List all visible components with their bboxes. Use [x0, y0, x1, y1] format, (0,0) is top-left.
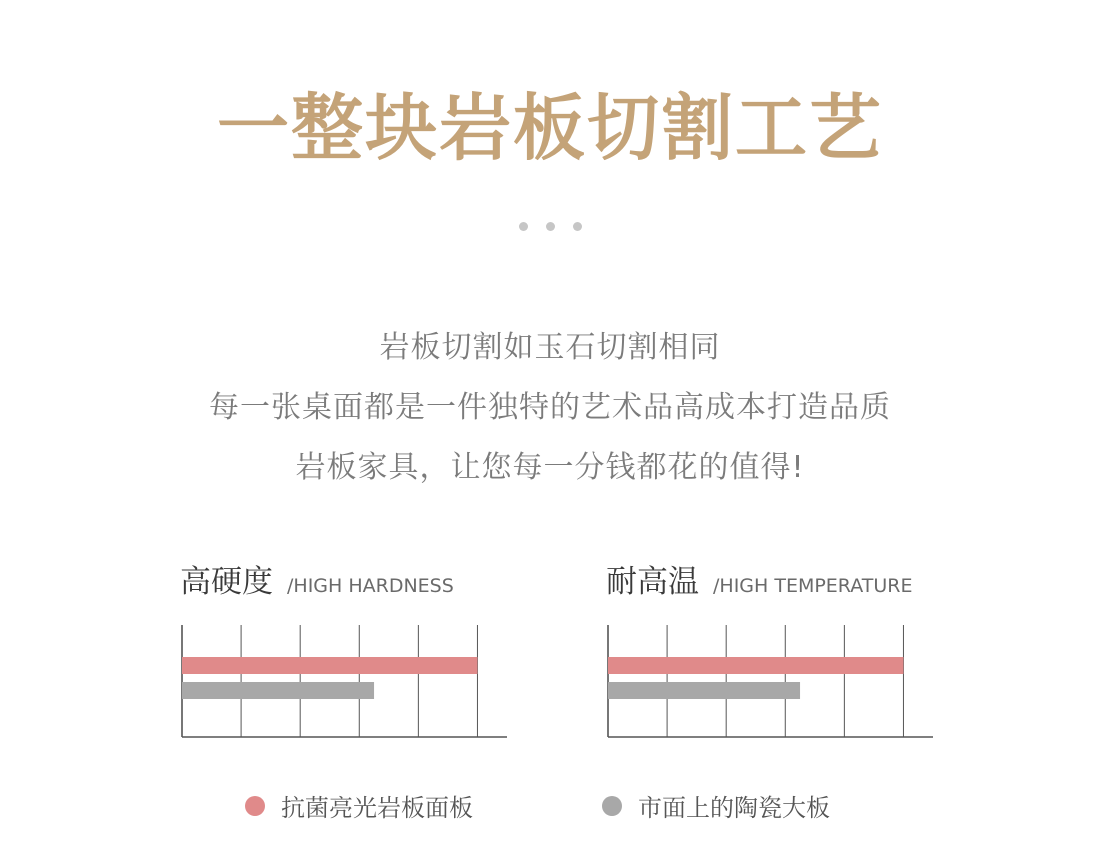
legend-label: 抗菌亮光岩板面板: [281, 794, 473, 822]
hardness-chart-title: [180, 556, 454, 601]
description-line: 每一张桌面都是一件独特的艺术品高成本打造品质: [209, 390, 891, 425]
ellipsis-divider: [0, 222, 1100, 231]
page-title: 一整块岩板切割工艺: [216, 85, 883, 170]
divider-dot: [573, 222, 582, 231]
temperature-chart-title: [606, 556, 912, 601]
bar-ceramic-slab: [608, 682, 800, 699]
chart-subtitle-en: /HIGH HARDNESS: [287, 575, 454, 597]
bar-stone-slab: [608, 657, 903, 674]
description-line: 岩板家具，让您每一分钱都花的值得!: [295, 450, 805, 485]
legend-item-ceramic: [602, 788, 830, 823]
bar-ceramic-slab: [182, 682, 374, 699]
chart-title-zh: 耐高温: [606, 564, 699, 600]
legend-label: 市面上的陶瓷大板: [638, 794, 830, 822]
legend-swatch: [602, 796, 622, 816]
hardness-chart: [175, 620, 515, 745]
bar-stone-slab: [182, 657, 477, 674]
temperature-chart: [601, 620, 941, 745]
legend-swatch: [245, 796, 265, 816]
description-line: 岩板切割如玉石切割相同: [379, 330, 721, 365]
divider-dot: [546, 222, 555, 231]
legend-item-stone: [245, 788, 473, 823]
chart-title-zh: 高硬度: [180, 564, 273, 600]
chart-subtitle-en: /HIGH TEMPERATURE: [713, 575, 913, 597]
description-block: [0, 318, 1100, 498]
divider-dot: [519, 222, 528, 231]
